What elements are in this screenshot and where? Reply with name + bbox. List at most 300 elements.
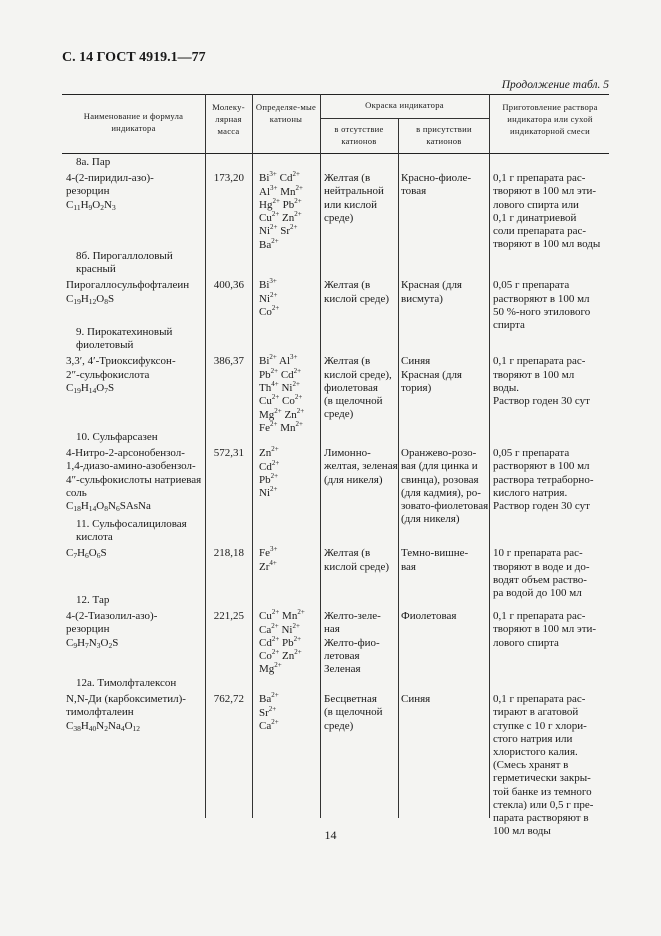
preparation-line: той банке из темного	[493, 785, 592, 798]
formula-element: H	[77, 547, 86, 560]
indicator-formula	[66, 547, 204, 560]
cation-charge: 2+	[270, 471, 279, 480]
preparation-line: воды.	[493, 381, 520, 394]
preparation-line: 0,1 г препарата рас-	[493, 693, 586, 706]
cation-charge: 2+	[271, 304, 280, 312]
preparation-line: лового спирта	[493, 636, 559, 649]
preparation-line: растворяют в 100 мл	[493, 460, 590, 473]
preparation-line: герметически закры-	[493, 772, 591, 785]
formula-element: N	[108, 500, 116, 512]
indicator-section-title: 10. Сульфарсазен	[76, 431, 158, 443]
cation-charge: 2+	[270, 366, 279, 375]
cation-charge: 2+	[289, 223, 298, 232]
cation-charge: 2+	[293, 634, 302, 643]
page-header: С. 14 ГОСТ 4919.1—77	[62, 50, 206, 65]
indicator-name-line: тимолфталеин	[66, 706, 134, 719]
color-with-cations: (для никеля)	[401, 513, 460, 526]
color-without-cations: кислой среде)	[324, 560, 390, 573]
cation-charge: 2+	[274, 661, 282, 670]
cation-symbol: Bi	[259, 279, 270, 292]
color-with-cations: зовато-фиолетовая	[401, 500, 489, 512]
indicator-name-line: резорцин	[66, 623, 110, 636]
cation-line	[259, 183, 319, 199]
cation-charge: 2+	[270, 223, 278, 232]
cation-line	[259, 395, 319, 408]
cation-symbol: Fe	[259, 547, 270, 560]
preparation-line: соли препарата рас-	[493, 225, 587, 237]
preparation-line: Раствор годен 30 сут	[493, 500, 590, 512]
molecular-mass: 400,36	[213, 279, 244, 292]
color-without-cations: нейтральной	[324, 185, 384, 198]
color-with-cations: висмута)	[401, 292, 443, 305]
cation-symbol: Mg	[259, 663, 275, 676]
cation-line	[259, 704, 319, 720]
color-without-cations: (в щелочной	[324, 395, 383, 407]
indicator-section-title: 11. Сульфосалициловая кислота	[76, 518, 187, 544]
color-without-cations: желтая, зеленая	[324, 460, 398, 473]
formula-subscript: 9	[88, 202, 93, 212]
cation-line	[259, 406, 319, 422]
formula-element: O	[92, 198, 101, 211]
cation-line	[259, 196, 319, 212]
formula-subscript: 12	[132, 723, 141, 733]
preparation-line: раствора тетраборно-	[493, 473, 594, 486]
indicator-name-line: Пирогаллосульфофталеин	[66, 279, 190, 292]
cation-charge: 2+	[274, 406, 282, 415]
preparation-line: 0,05 г препарата	[493, 279, 570, 292]
cation-line	[259, 610, 319, 623]
cation-charge: 2+	[271, 608, 280, 617]
cation-charge: 2+	[294, 393, 303, 402]
color-with-cations: тория)	[401, 381, 432, 394]
formula-subscript: 2	[100, 202, 104, 212]
molecular-mass: 762,72	[213, 693, 244, 706]
cation-symbol: Sr	[259, 706, 269, 719]
cation-symbol: Ca	[259, 623, 272, 636]
column-header-cations: Определяе-мые катионы	[255, 102, 317, 124]
cation-symbol: Cu	[259, 610, 272, 623]
subheader-rule	[320, 118, 489, 119]
preparation-line: творяют в 100 мл эти-	[493, 185, 597, 198]
color-without-cations: кислой среде),	[324, 368, 392, 381]
cation-symbol: Zn	[259, 447, 272, 460]
color-without-cations: Желтая (в	[324, 172, 371, 185]
column-header-absent: в отсутствие катионов	[334, 124, 384, 146]
formula-element: H	[77, 636, 86, 649]
cation-charge: 4+	[269, 558, 277, 567]
cation-symbol: Pb	[282, 198, 295, 211]
indicator-formula	[66, 382, 204, 395]
color-without-cations: кислой среде)	[324, 292, 390, 305]
cation-line	[259, 558, 319, 574]
cation-charge: 3+	[290, 353, 298, 362]
formula-subscript: 7	[85, 640, 89, 650]
cation-charge: 2+	[271, 691, 279, 700]
preparation-line: Раствор годен 30 сут	[493, 395, 590, 407]
molecular-mass: 572,31	[213, 447, 244, 460]
formula-element: N	[103, 198, 112, 211]
cation-charge: 2+	[271, 648, 280, 657]
formula-element: S	[108, 292, 115, 305]
formula-subscript: 3	[96, 640, 101, 650]
formula-element: H	[80, 500, 89, 512]
color-with-cations: Красно-фиоле-	[401, 172, 472, 185]
cation-symbol: Cd	[280, 368, 294, 381]
formula-element: C	[66, 292, 74, 305]
cation-line	[259, 663, 319, 676]
indicator-name-line: 4″-сульфокислоты натриевая	[66, 473, 202, 486]
column-header-color: Окраска индикатора	[365, 100, 444, 110]
column-divider	[398, 118, 399, 818]
indicator-formula	[66, 637, 204, 650]
cation-symbol: Pb	[259, 368, 271, 381]
color-without-cations: фиолетовая	[324, 381, 378, 394]
column-header-prep: Приготовление раствора индикатора или сухой индикаторной смеси	[502, 102, 598, 136]
formula-subscript: 4	[120, 723, 125, 733]
preparation-line: стекла) или 0,5 г пре-	[493, 798, 594, 811]
cation-charge: 3+	[269, 170, 277, 179]
cation-charge: 2+	[272, 196, 280, 205]
color-with-cations: товая	[401, 185, 427, 198]
preparation-line: парата растворяют в	[493, 812, 589, 824]
table-top-rule	[62, 94, 609, 95]
preparation-line: 10 г препарата рас-	[493, 547, 583, 560]
color-without-cations: (в щелочной	[324, 706, 383, 719]
indicator-name-line: 1,4-диазо-амино-азобензол-	[66, 460, 196, 473]
cation-charge: 2+	[270, 485, 278, 494]
formula-subscript: 7	[104, 385, 108, 395]
cation-charge: 2+	[295, 419, 303, 428]
color-without-cations: Лимонно-	[324, 447, 371, 460]
preparation-line: творяют в воде и до-	[493, 560, 590, 573]
formula-element: C	[66, 636, 74, 649]
preparation-line: 0,1 г препарата рас-	[493, 172, 586, 185]
preparation-line: 0,05 г препарата	[493, 447, 570, 460]
cation-symbol: Cd	[259, 636, 272, 649]
table-continuation-label: Продолжение табл. 5	[501, 79, 609, 91]
column-header-present: в присутствии катионов	[416, 124, 472, 146]
cation-charge: 2+	[271, 445, 279, 454]
formula-element: C	[66, 198, 74, 211]
cation-line	[259, 471, 319, 487]
color-without-cations: Желто-зеле-	[324, 610, 381, 623]
cation-symbol: Zn	[282, 650, 295, 663]
cation-symbol: Th	[259, 382, 272, 394]
cation-charge: 2+	[271, 458, 280, 467]
cation-charge: 2+	[271, 717, 279, 726]
cation-line	[259, 650, 319, 663]
formula-element: H	[80, 719, 89, 732]
cation-line	[259, 355, 319, 368]
indicator-formula	[66, 293, 204, 306]
formula-element: S	[112, 636, 119, 649]
formula-subscript: 6	[115, 504, 120, 513]
cation-charge: 3+	[270, 545, 278, 554]
cation-charge: 2+	[271, 210, 280, 219]
cation-line	[259, 447, 319, 460]
indicator-formula	[66, 199, 204, 212]
indicator-formula	[66, 720, 204, 733]
cation-charge: 2+	[293, 366, 302, 375]
color-with-cations: Темно-вишне-	[401, 547, 469, 560]
formula-element: H	[80, 292, 89, 305]
formula-subscript: 2	[104, 723, 108, 733]
cation-symbol: Cd	[279, 172, 293, 185]
cation-charge: 2+	[269, 353, 277, 362]
formula-subscript: 14	[88, 385, 97, 395]
formula-subscript: 3	[111, 202, 116, 212]
color-without-cations: Желтая (в	[324, 547, 371, 560]
cation-symbol: Zn	[282, 212, 295, 225]
preparation-line: 0,1 г динатриевой	[493, 211, 577, 224]
formula-subscript: 19	[73, 385, 81, 395]
preparation-line: лового спирта или	[493, 198, 579, 211]
cation-charge: 2+	[292, 380, 300, 388]
formula-subscript: 8	[104, 504, 108, 513]
molecular-mass: 386,37	[213, 355, 244, 368]
preparation-line: творяют в 100 мл эти-	[493, 623, 597, 636]
cation-line	[259, 547, 319, 560]
cation-symbol: Fe	[259, 421, 270, 434]
indicator-name-line: 4-(2-пиридил-азо)-	[66, 172, 154, 185]
cation-line	[259, 458, 319, 474]
cation-line	[259, 172, 319, 185]
color-without-cations: ная	[324, 623, 340, 636]
cation-charge: 2+	[268, 704, 277, 713]
preparation-line: 0,1 г препарата рас-	[493, 610, 586, 623]
formula-subscript: 11	[73, 202, 81, 212]
preparation-line: творяют в 100 мл воды	[493, 238, 601, 251]
color-with-cations: вая (для цинка и	[401, 460, 478, 473]
cation-symbol: Hg	[259, 198, 273, 211]
preparation-line: кислого натрия.	[493, 486, 568, 499]
column-divider	[252, 94, 253, 818]
cation-symbol: Al	[279, 355, 291, 368]
cation-charge: 4+	[271, 380, 279, 388]
formula-subscript: 38	[73, 723, 81, 733]
cation-symbol: Mn	[282, 610, 298, 623]
indicator-section-title: 12. Тар	[76, 594, 110, 606]
cation-symbol: Ca	[259, 719, 272, 732]
formula-subscript: 40	[88, 723, 97, 733]
color-with-cations: свинца), розовая	[401, 473, 479, 486]
cation-symbol: Zn	[284, 408, 297, 421]
cation-line	[259, 225, 319, 238]
cation-symbol: Ba	[259, 693, 272, 706]
cation-symbol: Ba	[259, 238, 272, 251]
indicator-name-line: 4-Нитро-2-арсонобензол-	[66, 447, 185, 460]
formula-subscript: 2	[108, 640, 113, 650]
formula-element: H	[80, 198, 89, 211]
formula-subscript: 18	[73, 504, 81, 513]
formula-element: C	[66, 719, 74, 732]
cation-symbol: Co	[259, 650, 272, 663]
formula-element: O	[96, 381, 105, 394]
preparation-line: спирта	[493, 319, 525, 331]
cation-charge: 2+	[294, 196, 302, 205]
column-divider	[489, 94, 490, 818]
color-without-cations: Желтая (в	[324, 355, 371, 368]
cation-charge: 2+	[271, 236, 279, 245]
formula-element: Na	[108, 719, 121, 732]
molecular-mass: 173,20	[213, 172, 244, 185]
preparation-line: 0,1 г препарата рас-	[493, 355, 586, 368]
molecular-mass: 218,18	[213, 547, 244, 560]
formula-element: O	[124, 719, 133, 732]
formula-element: N	[96, 719, 105, 732]
formula-subscript: 6	[85, 551, 89, 561]
color-with-cations: Красная (для	[401, 368, 462, 381]
cation-symbol: Mn	[280, 185, 296, 198]
indicator-name-line: резорцин	[66, 185, 110, 198]
preparation-line: хлористого калия.	[493, 746, 578, 758]
formula-element: N	[88, 636, 97, 649]
indicator-name-line: N,N-Ди (карбоксиметил)-	[66, 693, 186, 706]
indicator-name-line: соль	[66, 486, 87, 499]
cation-charge: 2+	[294, 648, 302, 657]
formula-element: S	[100, 547, 107, 560]
preparation-line: водят объем раство-	[493, 573, 587, 586]
page-number: 14	[324, 828, 337, 842]
cation-charge: 2+	[271, 621, 279, 630]
cation-charge: 2+	[295, 183, 303, 192]
color-without-cations: летовая	[324, 649, 360, 662]
indicator-section-title: 9. Пирокатехиновый фиолетовый	[76, 326, 173, 352]
cation-symbol: Co	[282, 395, 295, 408]
table-header-rule	[62, 153, 609, 154]
indicator-section-title: 8а. Пар	[76, 156, 111, 168]
cation-symbol: Bi	[259, 172, 270, 185]
formula-subscript: 6	[96, 551, 101, 561]
column-header-name: Наименование и формула индикатора	[83, 111, 184, 133]
cation-symbol: Ni	[259, 292, 270, 305]
formula-subscript: 8	[104, 296, 108, 306]
cation-line	[259, 236, 319, 252]
formula-subscript: 9	[73, 640, 78, 650]
cation-line	[259, 366, 319, 382]
formula-subscript: 19	[73, 296, 81, 306]
cation-charge: 3+	[270, 183, 278, 192]
cation-charge: 2+	[294, 210, 302, 219]
color-without-cations: (для никеля)	[324, 473, 383, 486]
cation-symbol: Cu	[259, 212, 272, 225]
color-without-cations: Бесцветная	[324, 693, 377, 706]
preparation-line: стого натрия или	[493, 732, 573, 745]
formula-subscript: 12	[88, 296, 97, 306]
cation-charge: 2+	[270, 290, 278, 299]
cation-line	[259, 290, 319, 306]
preparation-line: ступке с 10 г хлори-	[493, 719, 587, 732]
cation-line	[259, 621, 319, 637]
color-with-cations: Синяя	[401, 355, 431, 368]
preparation-line: 100 мл воды	[493, 825, 551, 838]
indicator-formula	[66, 500, 204, 513]
cation-line	[259, 279, 319, 292]
formula-element: H	[80, 381, 89, 394]
formula-element: C	[66, 381, 74, 394]
cation-charge: 3+	[269, 277, 277, 286]
preparation-line: 50 %-ного этилового	[493, 305, 591, 318]
indicator-name-line: 3,3′, 4′-Триоксифуксон-	[66, 355, 176, 368]
cation-line	[259, 487, 319, 500]
cation-symbol: Ni	[281, 623, 293, 636]
column-header-mass: Молеку-лярная масса	[212, 102, 245, 136]
cation-symbol: Cd	[259, 460, 272, 473]
color-with-cations: Красная (для	[401, 279, 462, 292]
formula-element: O	[96, 292, 105, 305]
color-with-cations: вая	[401, 560, 416, 573]
cation-line	[259, 717, 319, 733]
color-without-cations: или кислой	[324, 198, 378, 211]
indicator-name-line: 2″-сульфокислота	[66, 368, 150, 381]
cation-symbol: Mg	[259, 408, 275, 421]
cation-symbol: Zr	[259, 560, 270, 573]
cation-symbol: Sr	[280, 225, 290, 238]
color-without-cations: Желтая (в	[324, 279, 371, 292]
preparation-line: растворяют в 100 мл	[493, 292, 590, 305]
column-divider	[320, 94, 321, 818]
indicator-section-title: 12а. Тимолфталексон	[76, 677, 177, 689]
formula-subscript: 7	[73, 551, 78, 561]
formula-element: SAsNa	[119, 500, 151, 512]
color-with-cations: Синяя	[401, 693, 431, 706]
color-with-cations: Оранжево-розо-	[401, 447, 477, 460]
formula-element: C	[66, 547, 74, 560]
color-without-cations: среде)	[324, 408, 354, 421]
cation-symbol: Mn	[280, 421, 296, 434]
color-with-cations: Фиолетовая	[401, 610, 457, 623]
preparation-line: (Смесь хранят в	[493, 759, 569, 772]
cation-charge: 2+	[292, 621, 300, 630]
cation-symbol: Ni	[281, 382, 293, 394]
cation-charge: 2+	[296, 406, 305, 415]
cation-symbol: Al	[259, 185, 270, 198]
formula-element: O	[100, 636, 109, 649]
cation-charge: 2+	[292, 170, 300, 179]
molecular-mass: 221,25	[213, 610, 244, 623]
cation-symbol: Ni	[259, 225, 270, 238]
cation-symbol: Ni	[259, 487, 270, 500]
cation-charge: 2+	[271, 393, 280, 402]
color-with-cations: (для кадмия), ро-	[401, 486, 481, 499]
cation-symbol: Pb	[259, 473, 271, 486]
preparation-line: творяют в 100 мл	[493, 368, 575, 381]
color-without-cations: Желто-фио-	[324, 636, 380, 649]
cation-line	[259, 419, 319, 435]
cation-symbol: Bi	[259, 355, 270, 368]
cation-charge: 2+	[297, 608, 305, 617]
formula-element: O	[96, 500, 105, 512]
color-without-cations: среде)	[324, 719, 354, 732]
cation-charge: 2+	[270, 419, 278, 428]
formula-element: S	[108, 381, 115, 394]
formula-subscript: 14	[88, 504, 97, 513]
cation-symbol: Cu	[259, 395, 272, 408]
preparation-line: тирают в агатовой	[493, 706, 579, 719]
cation-charge: 2+	[271, 634, 280, 643]
formula-element: C	[66, 500, 74, 512]
cation-line	[259, 306, 319, 319]
cation-symbol: Pb	[282, 636, 294, 649]
cation-symbol: Co	[259, 306, 272, 318]
preparation-line: ра водой до 100 мл	[493, 587, 582, 599]
color-without-cations: среде)	[324, 211, 354, 224]
cation-line	[259, 382, 319, 395]
indicator-name-line: 4-(2-Тиазолил-азо)-	[66, 610, 158, 623]
cation-line	[259, 634, 319, 650]
formula-element: O	[88, 547, 97, 560]
color-without-cations: Зеленая	[324, 663, 361, 675]
